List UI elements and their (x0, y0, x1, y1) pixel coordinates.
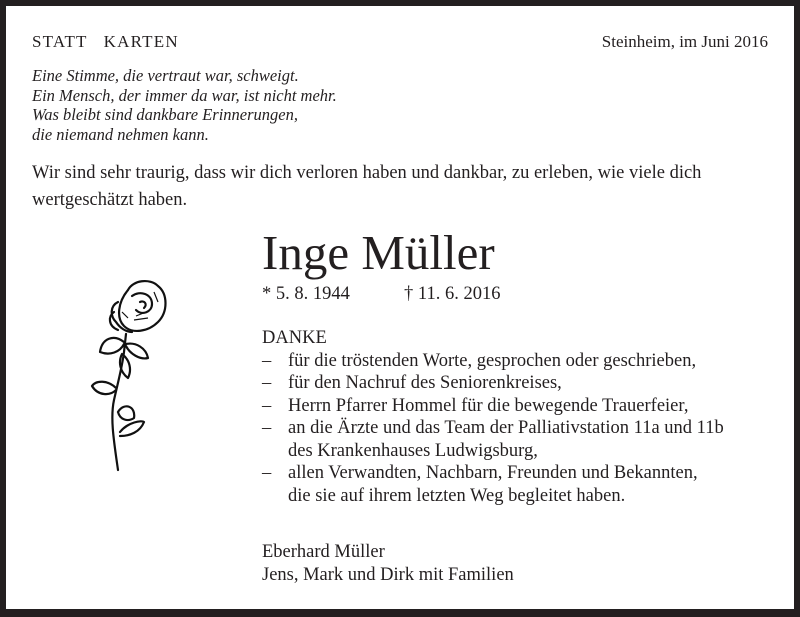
deceased-name: Inge Müller (262, 225, 495, 280)
poem-line: die niemand nehmen kann. (32, 124, 209, 144)
signature-line: Jens, Mark und Dirk mit Familien (262, 565, 514, 585)
list-item: – für die tröstenden Worte, gesprochen oder geschrieben, (262, 350, 697, 371)
signature (262, 541, 514, 587)
header-place-date: Steinheim, im Juni 2016 (601, 32, 768, 51)
list-item: – für den Nachruf des Seniorenkreises, (262, 373, 562, 393)
header-statt-karten: STATT KARTEN (32, 32, 179, 51)
signature-line: Eberhard Müller (262, 542, 385, 562)
list-item: – Herrn Pfarrer Hommel für die bewegende Trauerfeier, (262, 395, 689, 416)
poem (32, 66, 337, 144)
rose-icon (88, 272, 168, 482)
poem-line: Ein Mensch, der immer da war, ist nicht mehr. (32, 85, 337, 105)
birth-date: * 5. 8. 1944 (262, 284, 350, 304)
poem-line: Eine Stimme, die vertraut war, schweigt. (32, 66, 299, 85)
list-item: – an die Ärzte und das Team der Palliativstation 11a und 11b des Krankenhauses Ludwigsburg, (262, 418, 724, 461)
list-item: – allen Verwandten, Nachbarn, Freunden und Bekannten, die sie auf ihrem letzten Weg begleitet haben. (262, 463, 698, 506)
thanks-section (262, 327, 724, 507)
poem-line: Was bleibt sind dankbare Erinnerungen, (32, 105, 298, 124)
thanks-title: DANKE (262, 328, 327, 348)
death-date: † 11. 6. 2016 (404, 284, 501, 304)
intro-text: Wir sind sehr traurig, dass wir dich verloren haben und dankbar, zu erleben, wie viele dich wertgeschätzt haben. (32, 163, 702, 210)
